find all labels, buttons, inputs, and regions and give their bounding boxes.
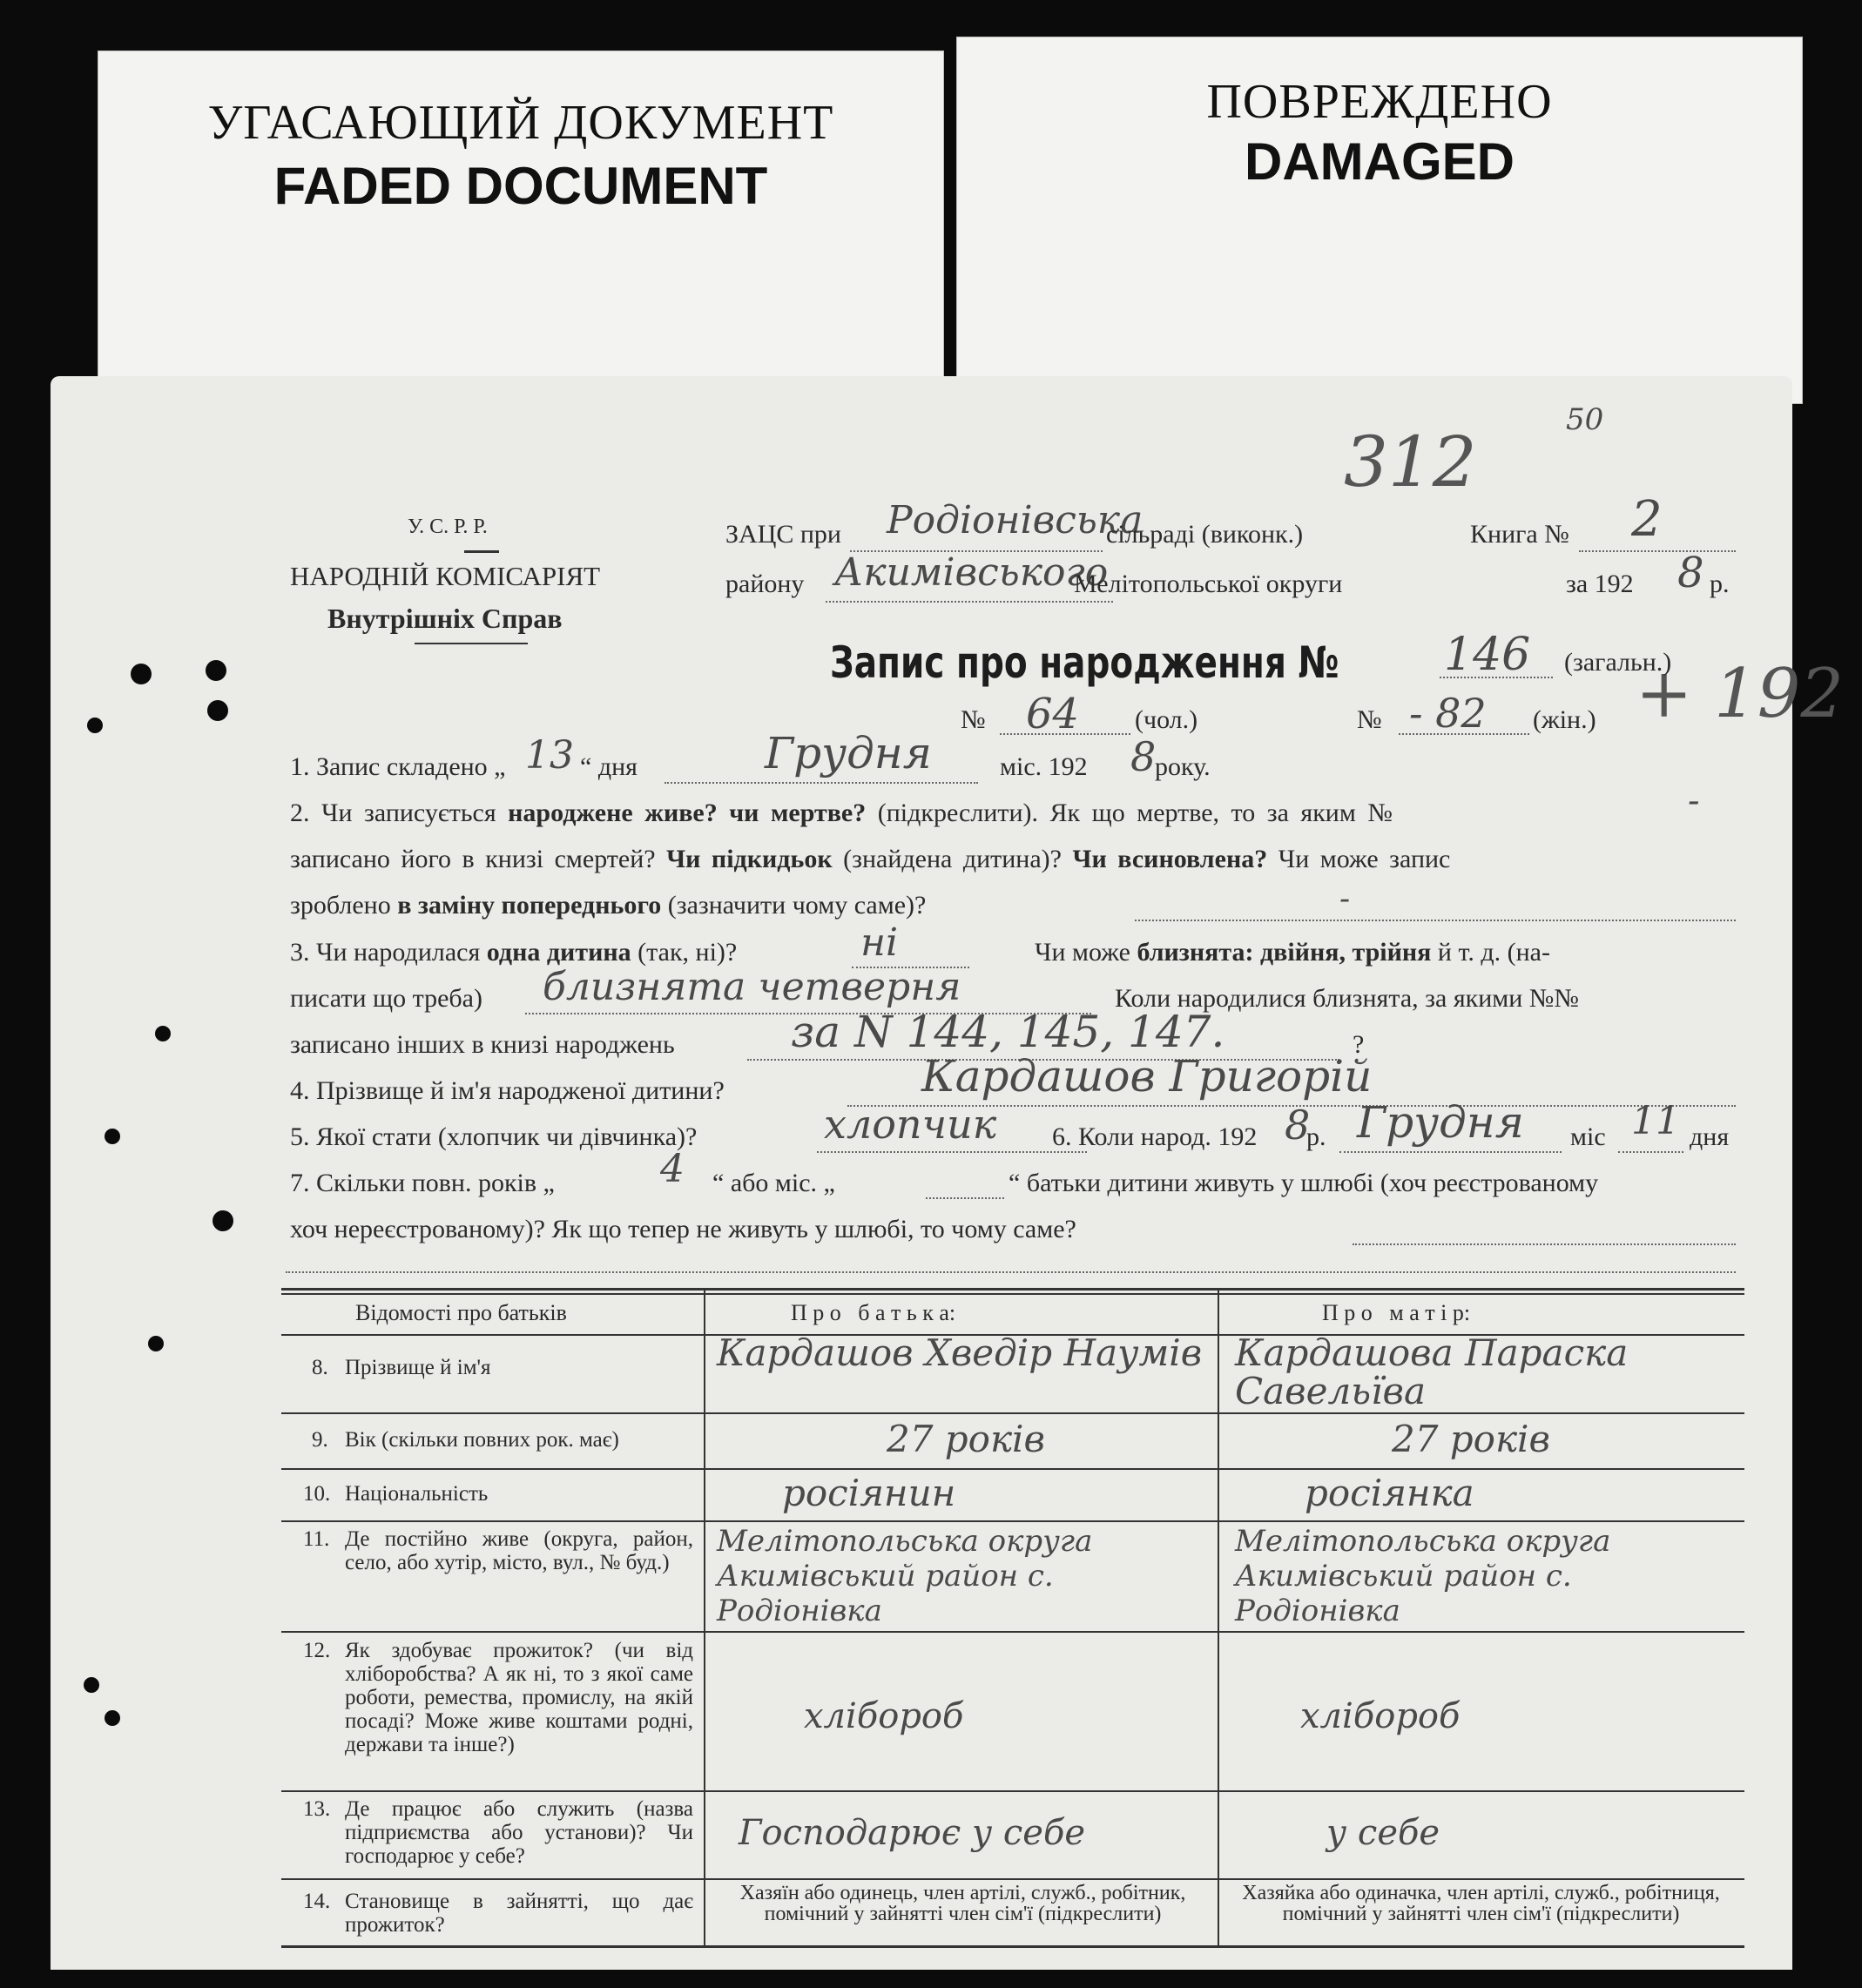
f3-text: Чи може xyxy=(1035,938,1130,967)
f6-year-value: 8 xyxy=(1285,1102,1311,1149)
damaged-ru: ПОВРЕЖДЕНО xyxy=(1206,75,1553,129)
table-border xyxy=(281,1412,1744,1414)
f2-death-number-value: - xyxy=(1688,781,1700,821)
zags-label: ЗАЦС при xyxy=(725,520,841,549)
f2-replacement-value: - xyxy=(1339,881,1351,917)
annotation-big: 312 xyxy=(1344,421,1477,502)
dots xyxy=(665,782,978,784)
male-number-value: 64 xyxy=(1026,690,1080,738)
child-sex-value: хлопчик xyxy=(824,1101,997,1148)
f2-text: зроблено xyxy=(290,891,391,920)
book-number-value: 2 xyxy=(1631,491,1663,548)
faded-document-card xyxy=(98,51,944,418)
row-label: Становище в зайнятті, що дає прожиток? xyxy=(345,1890,693,1937)
father-occupation-value: хлібороб xyxy=(804,1696,964,1736)
f2-line3 xyxy=(290,891,926,920)
dots xyxy=(1618,1151,1683,1153)
f2-text-bold: Чи всиновлена? xyxy=(1072,845,1268,873)
f7-label: 7. Скільки повн. років „ xyxy=(290,1169,555,1197)
divider xyxy=(415,643,528,644)
mother-occupation-value: хлібороб xyxy=(1300,1696,1461,1736)
f3-text: (так, ні)? xyxy=(638,938,738,967)
district-value: Акимівського xyxy=(834,550,1109,595)
table-column-divider xyxy=(1218,1291,1219,1945)
punch-hole xyxy=(148,1336,164,1351)
f6-month-label: міс xyxy=(1570,1122,1606,1151)
year-value: 8 xyxy=(1677,549,1704,597)
year-suffix: р. xyxy=(1710,569,1730,598)
f1-month-value: Грудня xyxy=(765,728,932,778)
f4-label: 4. Прізвище й ім'я народженої дитини? xyxy=(290,1076,725,1105)
faded-document-en: FADED DOCUMENT xyxy=(273,157,768,215)
row-label: Національність xyxy=(345,1482,489,1506)
dots xyxy=(926,1197,1004,1199)
table-header-parents: Відомості про батьків xyxy=(355,1300,567,1325)
department-label: Внутрішніх Справ xyxy=(327,603,563,634)
f3-line2b: Коли народилися близнята, за якими №№ xyxy=(1115,984,1580,1013)
f2-text: (знайдена дитина)? xyxy=(843,845,1062,873)
f3-other-numbers-value: за N 144, 145, 147. xyxy=(791,1007,1225,1057)
father-name-value: Кардашов Хведір Наумів xyxy=(717,1331,1203,1374)
f2-line2 xyxy=(290,845,1450,874)
row-number: 11. xyxy=(303,1527,330,1551)
f7-marriage-label: “ батьки дитини живуть у шлюбі (хоч реєстрованому xyxy=(1009,1169,1599,1197)
f2-text: (зазначити чому саме)? xyxy=(667,891,927,920)
row-label: Прізвище й ім'я xyxy=(345,1356,491,1379)
dots xyxy=(817,1151,1087,1153)
dots xyxy=(1353,1243,1736,1245)
f6-label: 6. Коли народ. 192 xyxy=(1052,1122,1258,1151)
f1-month-label: міс. 192 xyxy=(1000,752,1088,781)
f2-text-bold: Чи підкидьок xyxy=(666,845,833,873)
mother-name-value: Кардашова Параска Савельїва xyxy=(1235,1331,1629,1412)
f6-year-label: р. xyxy=(1306,1122,1326,1151)
row-label: Вік (скільки повних рок. має) xyxy=(345,1428,619,1452)
mother-residence-value: Мелітопольська округа Акимівський район с. Родіонівка xyxy=(1235,1524,1611,1628)
punch-hole xyxy=(84,1677,99,1693)
f6-month-value: Грудня xyxy=(1357,1097,1524,1148)
f3-line3a: записано інших в книзі народжень xyxy=(290,1030,675,1059)
row-number: 12. xyxy=(303,1639,331,1662)
dots xyxy=(286,1271,1736,1273)
f2-text: 2. Чи записується xyxy=(290,799,496,827)
female-number-value: - 82 xyxy=(1409,690,1487,737)
female-no-label: № xyxy=(1357,705,1382,734)
annotation-side: + 192 xyxy=(1636,655,1845,733)
table-border xyxy=(281,1631,1744,1633)
table-header-mother: П р о м а т і р: xyxy=(1322,1300,1471,1325)
row-label: Де постійно живе (округа, район, село, або хутір, місто, вул., № буд.) xyxy=(345,1527,693,1574)
female-label: (жін.) xyxy=(1533,705,1596,734)
dots xyxy=(1135,920,1736,921)
f1-day-label: “ дня xyxy=(580,752,638,781)
f3-text-bold: близнята: двійня, трійня xyxy=(1137,938,1432,967)
father-status-options: Хазяїн або одинець, член артілі, служб., робітник, помічний у зайнятті член сім'ї (підкреслити) xyxy=(739,1882,1186,1925)
dots xyxy=(1579,550,1736,552)
punch-hole xyxy=(87,718,103,733)
mother-status-options: Хазяйка або одиначка, член артілі, служб., робітниця, помічний у зайнятті член сім'ї (підкреслити) xyxy=(1242,1882,1720,1925)
f2-line1 xyxy=(290,799,1393,828)
f3-one-child-value: ні xyxy=(860,920,899,965)
general-label: (загальн.) xyxy=(1564,648,1672,677)
row-number: 13. xyxy=(303,1797,331,1821)
f3-line1a xyxy=(290,938,737,967)
f6-day-value: 11 xyxy=(1631,1099,1680,1143)
table-border xyxy=(281,1288,1744,1291)
commissariat-label: НАРОДНІЙ КОМІСАРІЯТ xyxy=(290,561,601,591)
f6-day-label: дня xyxy=(1690,1122,1730,1151)
table-border xyxy=(281,1293,1744,1295)
f3-line3b: ? xyxy=(1353,1030,1365,1059)
father-age-value: 27 років xyxy=(887,1418,1045,1460)
f7-months-label: “ або міс. „ xyxy=(712,1169,835,1197)
dots xyxy=(1339,1151,1562,1153)
marriage-years-value: 4 xyxy=(660,1147,685,1191)
okrug-label: Мелітопольської округи xyxy=(1074,569,1343,598)
table-border xyxy=(281,1790,1744,1792)
row-number: 10. xyxy=(303,1482,331,1506)
father-nationality-value: росіянин xyxy=(782,1472,956,1514)
ussr-label: У. С. Р. Р. xyxy=(408,516,488,538)
f2-text-bold: в заміну попереднього xyxy=(397,891,662,920)
year-label: за 192 xyxy=(1566,569,1634,598)
record-title: Запис про народження № xyxy=(830,637,1339,688)
general-number-value: 146 xyxy=(1444,629,1531,681)
punch-hole xyxy=(131,664,152,684)
table-border xyxy=(281,1520,1744,1522)
damaged-en: DAMAGED xyxy=(1245,132,1515,191)
row-number: 14. xyxy=(303,1890,331,1913)
f1-year-value: 8 xyxy=(1130,733,1157,780)
male-label: (чол.) xyxy=(1135,705,1198,734)
father-residence-value: Мелітопольська округа Акимівський район с. Родіонівка xyxy=(717,1524,1093,1628)
table-column-divider xyxy=(704,1291,705,1945)
punch-hole xyxy=(105,1710,120,1726)
f5-label: 5. Якої стати (хлопчик чи дівчинка)? xyxy=(290,1122,698,1151)
mother-workplace-value: у себе xyxy=(1326,1813,1440,1853)
row-number: 8. xyxy=(312,1356,328,1379)
father-workplace-value: Господарює у себе xyxy=(739,1813,1086,1853)
mother-age-value: 27 років xyxy=(1392,1418,1550,1460)
f3-line1b xyxy=(1035,938,1550,967)
f2-text: Чи може запис xyxy=(1278,845,1451,873)
child-name-value: Кардашов Григорій xyxy=(921,1051,1373,1102)
dots xyxy=(826,601,1113,603)
f2-text: (підкреслити). Як що мертве, то за яким № xyxy=(877,799,1393,827)
row-label: Де працює або служить (назва підприємства або установи)? Чи господарює у себе? xyxy=(345,1797,693,1868)
f1-day-value: 13 xyxy=(525,733,574,778)
f3-text: й т. д. (на- xyxy=(1437,938,1550,967)
mother-nationality-value: росіянка xyxy=(1305,1472,1474,1514)
f1-year-label: року. xyxy=(1155,752,1211,781)
punch-hole xyxy=(206,660,226,681)
divider xyxy=(464,550,499,553)
table-border xyxy=(281,1878,1744,1880)
damaged-card xyxy=(956,37,1803,404)
book-label: Книга № xyxy=(1470,520,1569,549)
faded-document-ru: УГАСАЮЩИЙ ДОКУМЕНТ xyxy=(207,96,834,150)
birth-record-sheet xyxy=(51,376,1845,1970)
male-no-label: № xyxy=(961,705,986,734)
table-border xyxy=(281,1945,1744,1948)
f1-label: 1. Запис складено „ xyxy=(290,752,506,781)
punch-hole xyxy=(207,700,228,721)
table-border xyxy=(281,1468,1744,1470)
district-label: району xyxy=(725,569,805,598)
village-council-label: сільраді (виконк.) xyxy=(1106,520,1304,549)
zags-village-value: Родіонівська xyxy=(887,498,1144,542)
row-label: Як здобуває прожиток? (чи від хліборобства? А як ні, то з якої саме роботи, ремества, промислу, на якій посаді? Може живе коштами родні, держави та інше?) xyxy=(345,1639,693,1756)
f7-line2: хоч нереєстрованому)? Як що тепер не живуть у шлюбі, то чому саме? xyxy=(290,1215,1076,1243)
punch-hole xyxy=(155,1026,171,1041)
f3-text: 3. Чи народилася xyxy=(290,938,481,967)
f3-line2a: писати що треба) xyxy=(290,984,482,1013)
table-header-father: П р о б а т ь к а: xyxy=(791,1300,956,1325)
f2-text-bold: народжене живе? чи мертве? xyxy=(508,799,867,827)
annotation-small: 50 xyxy=(1566,402,1604,437)
row-number: 9. xyxy=(312,1428,328,1452)
punch-hole xyxy=(213,1210,233,1231)
f3-twins-value: близнята четверня xyxy=(543,965,961,1009)
f3-text-bold: одна дитина xyxy=(486,938,631,967)
punch-hole xyxy=(105,1129,120,1144)
f2-text: записано його в книзі смертей? xyxy=(290,845,656,873)
